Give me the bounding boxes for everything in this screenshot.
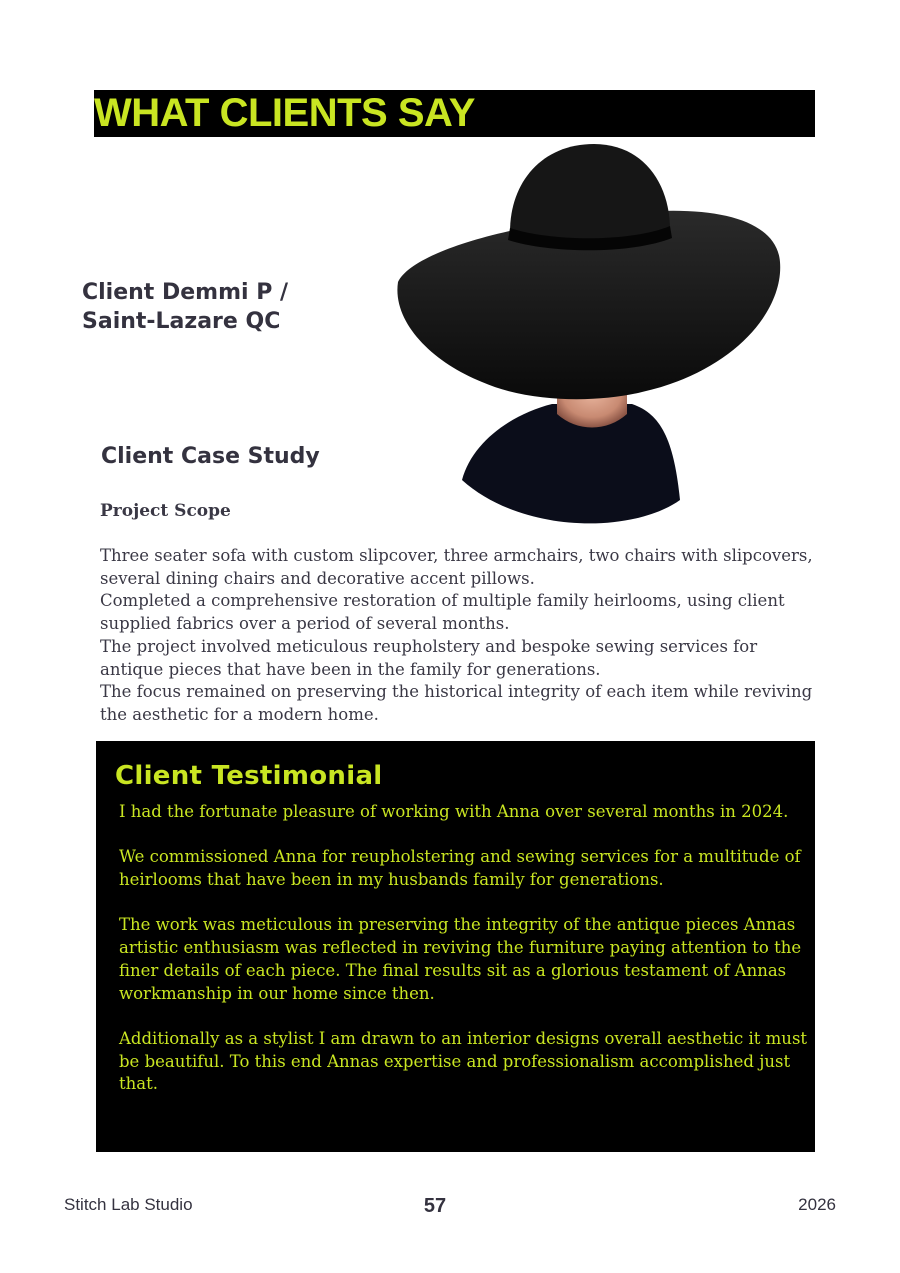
client-name-line: Client Demmi P / bbox=[82, 280, 289, 305]
testimonial-title: Client Testimonial bbox=[115, 761, 383, 791]
client-name bbox=[82, 278, 362, 336]
testimonial-panel bbox=[96, 741, 815, 1152]
footer-studio-name: Stitch Lab Studio bbox=[64, 1195, 193, 1214]
client-location-line: Saint-Lazare QC bbox=[82, 309, 281, 334]
scope-paragraph: Three seater sofa with custom slipcover, three armchairs, two chairs with slipcovers, several dining chairs and decorative accent pillows. bbox=[100, 546, 813, 588]
page-title-banner bbox=[94, 90, 815, 137]
project-scope-text bbox=[100, 545, 815, 727]
page-title: WHAT CLIENTS SAY bbox=[94, 91, 475, 135]
footer-page-number: 57 bbox=[423, 1195, 447, 1217]
testimonial-paragraph: The work was meticulous in preserving the integrity of the antique pieces Annas artistic enthusiasm was reflected in reviving the furniture paying attention to the finer details of each piece. The final results sit as a glorious testament of Annas workmanship in our home since then. bbox=[119, 915, 802, 1003]
testimonial-paragraph: Additionally as a stylist I am drawn to an interior designs overall aesthetic it must be beautiful. To this end Annas expertise and professionalism accomplished just that. bbox=[119, 1028, 808, 1094]
woman-in-wide-brim-hat-image bbox=[392, 142, 784, 530]
footer-year: 2026 bbox=[798, 1195, 836, 1214]
testimonial-paragraph: I had the fortunate pleasure of working with Anna over several months in 2024. bbox=[119, 802, 789, 821]
testimonial-text bbox=[119, 801, 809, 1096]
scope-paragraph: The project involved meticulous reupholstery and bespoke sewing services for antique pieces that have been in the family for generations. bbox=[100, 636, 758, 679]
scope-paragraph: The focus remained on preserving the historical integrity of each item while reviving the aesthetic for a modern home. bbox=[100, 682, 813, 724]
case-study-title: Client Case Study bbox=[101, 444, 320, 469]
scope-paragraph: Completed a comprehensive restoration of multiple family heirlooms, using client supplied fabrics over a period of several months. bbox=[100, 591, 785, 634]
project-scope-heading: Project Scope bbox=[100, 501, 231, 521]
testimonial-paragraph: We commissioned Anna for reupholstering and sewing services for a multitude of heirlooms that have been in my husbands family for generations. bbox=[119, 847, 801, 890]
